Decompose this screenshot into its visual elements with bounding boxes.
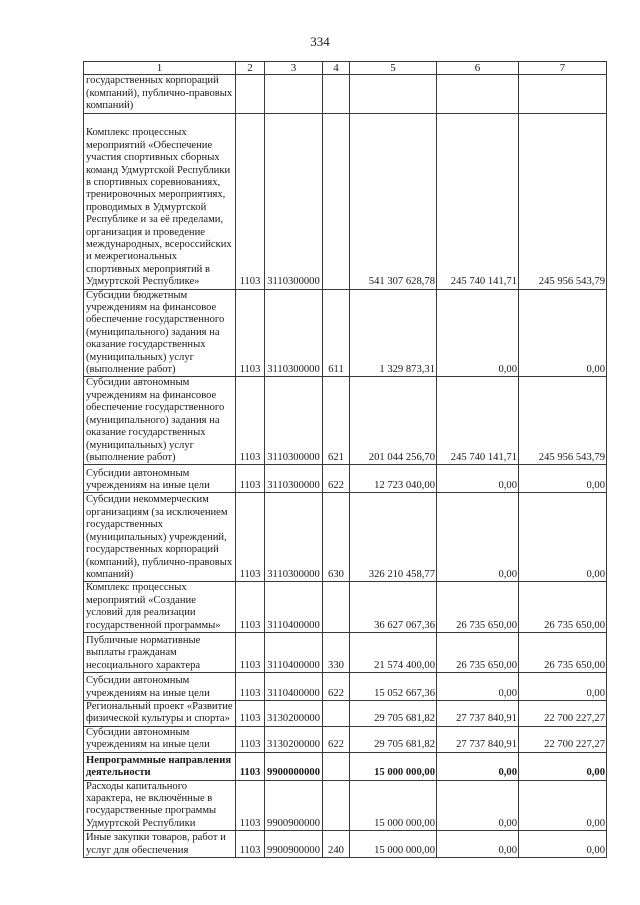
section-code-cell: 1103 xyxy=(236,831,265,858)
amount-col7-cell: 26 735 650,00 xyxy=(519,632,607,672)
amount-col6-cell: 26 735 650,00 xyxy=(437,632,519,672)
section-code-cell: 1103 xyxy=(236,493,265,582)
expense-type-cell xyxy=(323,700,350,726)
expense-type-cell: 622 xyxy=(323,726,350,752)
amount-col5-cell: 15 000 000,00 xyxy=(350,752,437,780)
row-name-cell: Иные закупки товаров, работ и услуг для обеспечения xyxy=(84,831,236,858)
amount-col7-cell: 26 735 650,00 xyxy=(519,582,607,633)
expense-type-cell: 630 xyxy=(323,493,350,582)
table-row xyxy=(84,726,607,752)
section-code-cell: 1103 xyxy=(236,700,265,726)
target-article-cell: 3110300000 xyxy=(265,113,323,289)
amount-col7-cell: 0,00 xyxy=(519,672,607,700)
section-code-cell: 1103 xyxy=(236,377,265,465)
section-code-cell: 1103 xyxy=(236,113,265,289)
target-article-cell: 9900900000 xyxy=(265,831,323,858)
expense-type-cell: 622 xyxy=(323,672,350,700)
section-code-cell: 1103 xyxy=(236,780,265,831)
section-code-cell: 1103 xyxy=(236,726,265,752)
expense-type-cell xyxy=(323,582,350,633)
expense-type-cell: 622 xyxy=(323,465,350,493)
amount-col6-cell: 0,00 xyxy=(437,831,519,858)
target-article-cell: 9900000000 xyxy=(265,752,323,780)
table-row xyxy=(84,632,607,672)
amount-col7-cell: 0,00 xyxy=(519,465,607,493)
section-code-cell: 1103 xyxy=(236,752,265,780)
table-row xyxy=(84,700,607,726)
amount-col5-cell: 29 705 681,82 xyxy=(350,700,437,726)
expense-type-cell: 330 xyxy=(323,632,350,672)
row-name-cell: Субсидии бюджетным учреждениям на финансовое обеспечение государственного (муниципального) задания на оказание государственных (муниципальных) услуг (выполнение работ) xyxy=(84,289,236,377)
table-row xyxy=(84,672,607,700)
amount-col6-cell: 26 735 650,00 xyxy=(437,582,519,633)
row-name-cell: Комплекс процессных мероприятий «Обеспечение участия спортивных сборных команд Удмуртской Республики в спортивных соревнованиях, тренировочных мероприятиях, проводимых в Удмуртской Республике и за её пределами, организация и проведение международных, всероссийских и межрегиональных спортивных мероприятий в Удмуртской Республике» xyxy=(84,113,236,289)
table-row xyxy=(84,377,607,465)
amount-col5-cell: 326 210 458,77 xyxy=(350,493,437,582)
section-code-cell xyxy=(236,75,265,113)
target-article-cell: 3130200000 xyxy=(265,700,323,726)
row-name-cell: Региональный проект «Развитие физической культуры и спорта» xyxy=(84,700,236,726)
amount-col5-cell: 201 044 256,70 xyxy=(350,377,437,465)
expense-type-cell xyxy=(323,752,350,780)
target-article-cell: 9900900000 xyxy=(265,780,323,831)
amount-col6-cell: 0,00 xyxy=(437,672,519,700)
expense-type-cell xyxy=(323,75,350,113)
expense-type-cell xyxy=(323,780,350,831)
row-name-cell: Субсидии автономным учреждениям на иные цели xyxy=(84,726,236,752)
amount-col5-cell: 541 307 628,78 xyxy=(350,113,437,289)
amount-col7-cell: 245 956 543,79 xyxy=(519,113,607,289)
table-row xyxy=(84,780,607,831)
table-row xyxy=(84,465,607,493)
table-row xyxy=(84,289,607,377)
expense-type-cell: 621 xyxy=(323,377,350,465)
row-name-cell: Субсидии автономным учреждениям на иные цели xyxy=(84,672,236,700)
header-row xyxy=(84,62,607,75)
target-article-cell: 3130200000 xyxy=(265,726,323,752)
column-header-3: 3 xyxy=(265,62,323,75)
column-header-5: 5 xyxy=(350,62,437,75)
row-name-cell: государственных корпораций (компаний), публично-правовых компаний) xyxy=(84,75,236,113)
amount-col5-cell: 1 329 873,31 xyxy=(350,289,437,377)
section-code-cell: 1103 xyxy=(236,465,265,493)
amount-col6-cell: 0,00 xyxy=(437,780,519,831)
table-row xyxy=(84,493,607,582)
expense-type-cell xyxy=(323,113,350,289)
table-row xyxy=(84,582,607,633)
amount-col6-cell: 0,00 xyxy=(437,289,519,377)
expense-type-cell: 240 xyxy=(323,831,350,858)
amount-col7-cell: 245 956 543,79 xyxy=(519,377,607,465)
column-header-6: 6 xyxy=(437,62,519,75)
column-header-4: 4 xyxy=(323,62,350,75)
amount-col7-cell: 22 700 227,27 xyxy=(519,726,607,752)
amount-col7-cell: 0,00 xyxy=(519,493,607,582)
amount-col6-cell: 0,00 xyxy=(437,752,519,780)
row-name-cell: Непрограммные направления деятельности xyxy=(84,752,236,780)
row-name-cell: Расходы капитального характера, не включённые в государственные программы Удмуртской Республики xyxy=(84,780,236,831)
amount-col5-cell: 15 000 000,00 xyxy=(350,831,437,858)
amount-col7-cell: 0,00 xyxy=(519,289,607,377)
section-code-cell: 1103 xyxy=(236,289,265,377)
amount-col5-cell: 12 723 040,00 xyxy=(350,465,437,493)
target-article-cell: 3110300000 xyxy=(265,493,323,582)
amount-col7-cell: 0,00 xyxy=(519,831,607,858)
amount-col6-cell: 27 737 840,91 xyxy=(437,700,519,726)
amount-col6-cell xyxy=(437,75,519,113)
amount-col6-cell: 0,00 xyxy=(437,465,519,493)
amount-col6-cell: 0,00 xyxy=(437,493,519,582)
section-code-cell: 1103 xyxy=(236,582,265,633)
amount-col5-cell: 36 627 067,36 xyxy=(350,582,437,633)
amount-col7-cell xyxy=(519,75,607,113)
amount-col7-cell: 0,00 xyxy=(519,752,607,780)
target-article-cell: 3110400000 xyxy=(265,672,323,700)
table-row xyxy=(84,752,607,780)
amount-col5-cell: 15 052 667,36 xyxy=(350,672,437,700)
row-name-cell: Публичные нормативные выплаты гражданам несоциального характера xyxy=(84,632,236,672)
row-name-cell: Субсидии автономным учреждениям на финансовое обеспечение государственного (муниципального) задания на оказание государственных (муниципальных) услуг (выполнение работ) xyxy=(84,377,236,465)
amount-col6-cell: 245 740 141,71 xyxy=(437,113,519,289)
target-article-cell: 3110400000 xyxy=(265,632,323,672)
target-article-cell: 3110300000 xyxy=(265,289,323,377)
target-article-cell: 3110300000 xyxy=(265,377,323,465)
row-name-cell: Комплекс процессных мероприятий «Создание условий для реализации государственной программы» xyxy=(84,582,236,633)
target-article-cell: 3110300000 xyxy=(265,465,323,493)
column-header-7: 7 xyxy=(519,62,607,75)
amount-col5-cell: 21 574 400,00 xyxy=(350,632,437,672)
target-article-cell: 3110400000 xyxy=(265,582,323,633)
amount-col7-cell: 22 700 227,27 xyxy=(519,700,607,726)
amount-col5-cell: 15 000 000,00 xyxy=(350,780,437,831)
table-row xyxy=(84,831,607,858)
table-row xyxy=(84,113,607,289)
column-header-2: 2 xyxy=(236,62,265,75)
amount-col6-cell: 27 737 840,91 xyxy=(437,726,519,752)
amount-col5-cell xyxy=(350,75,437,113)
amount-col7-cell: 0,00 xyxy=(519,780,607,831)
budget-table xyxy=(83,61,607,858)
amount-col5-cell: 29 705 681,82 xyxy=(350,726,437,752)
table-row xyxy=(84,75,607,113)
expense-type-cell: 611 xyxy=(323,289,350,377)
page-number: 334 xyxy=(310,34,330,49)
column-header-1: 1 xyxy=(84,62,236,75)
target-article-cell xyxy=(265,75,323,113)
row-name-cell: Субсидии автономным учреждениям на иные цели xyxy=(84,465,236,493)
section-code-cell: 1103 xyxy=(236,632,265,672)
row-name-cell: Субсидии некоммерческим организациям (за исключением государственных (муниципальных) учреждений, государственных корпораций (компаний), публично-правовых компаний) xyxy=(84,493,236,582)
amount-col6-cell: 245 740 141,71 xyxy=(437,377,519,465)
section-code-cell: 1103 xyxy=(236,672,265,700)
